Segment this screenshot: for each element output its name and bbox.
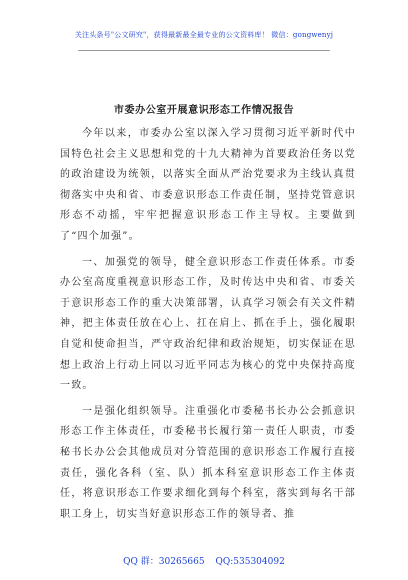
footer-qq-group: QQ 群：30265665 bbox=[123, 557, 205, 567]
document-body bbox=[60, 124, 356, 530]
footer-contact bbox=[0, 554, 408, 567]
body-paragraph-intro: 今年以来，市委办公室以深入学习贯彻习近平新时代中国特色社会主义思想和党的十九大精神为首要政治任务以党的政治建设为统领，以落实全面从严治党要求为主线认真贯彻落实中央和省、市委意识形态工作责任制，坚持党管意识形态不动摇，牢牢把握意识形态工作主导权。主要做到了“四个加强”。 bbox=[60, 128, 356, 242]
body-paragraph-point-one: 一是强化组织领导。注重强化市委秘书长办公会抓意识形态工作主体责任，市委秘书长履行第一责任人职责，市委秘书长办公会其他成员对分管范围的意识形态工作履行直接责任，强化各科（室、队）抓本科室意识形态工作主体责任，将意识形态工作要求细化到每个科室，落实到每名干部职工身上，切实当好意识形态工作的领导者、推 bbox=[60, 405, 356, 520]
header-divider bbox=[78, 50, 330, 51]
body-paragraph-section-one: 一、加强党的领导，健全意识形态工作责任体系。市委办公室高度重视意识形态工作，及时传达中央和省、市委关于意识形态工作的重大决策部署，认真学习领会有关文件精神，把主体责任放在心上、扛在肩上、抓在手上，强化履职自觉和使命担当，严守政治纪律和政治规矩，切实保证在思想上政治上行动上同以习近平同志为核心的党中央保持高度一致。 bbox=[60, 256, 356, 392]
document-title: 市委办公室开展意识形态工作情况报告 bbox=[113, 105, 295, 116]
header-banner: 关注头条号"公文研究"，获得最新最全最专业的公文资料库！ 微信：gongwenyj bbox=[74, 31, 334, 39]
footer-qq-number: QQ:535304092 bbox=[215, 557, 285, 567]
